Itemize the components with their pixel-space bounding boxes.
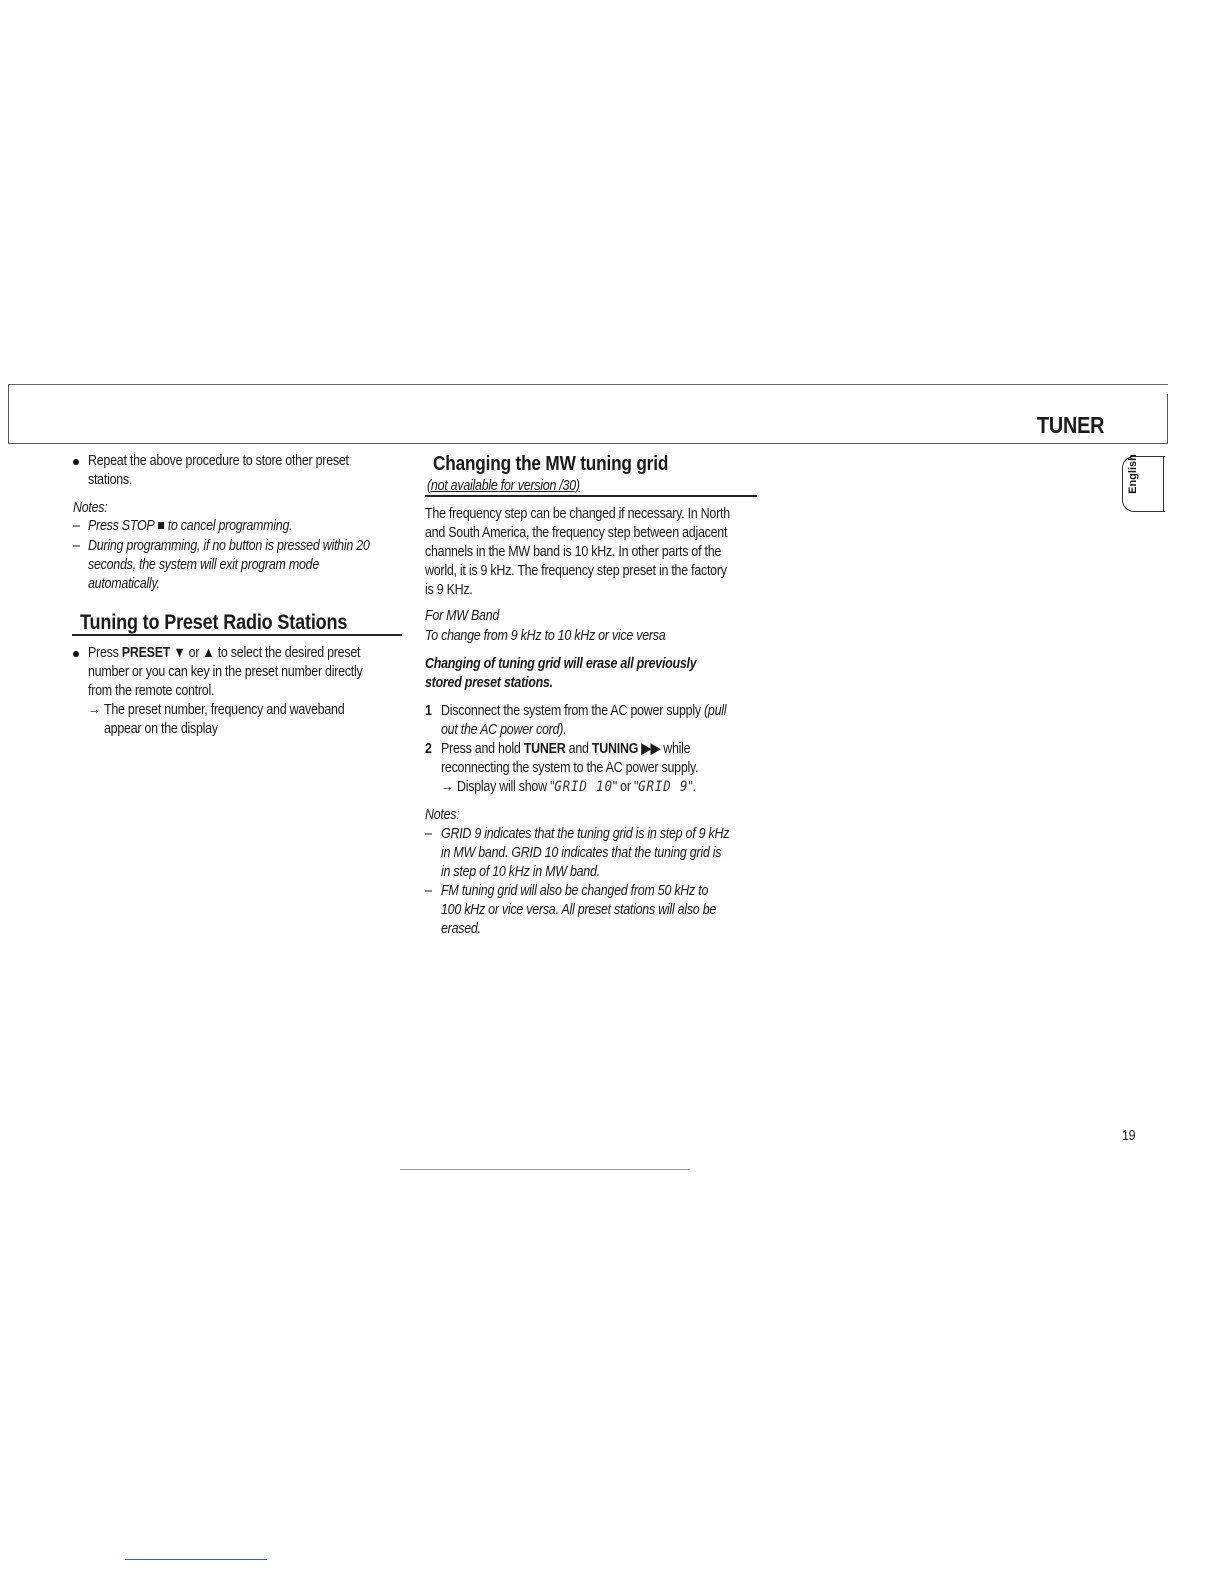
preset-instruction: Press PRESET ▼ or ▲ to select the desired preset [88,645,361,661]
language-tab-edge [1163,456,1164,512]
dash: – [73,518,80,534]
bullet-line: Repeat the above procedure to store other preset [88,453,349,469]
mw-subheading: (not available for version /30) [427,478,580,494]
step-number: 1 [425,703,432,719]
for-band: For MW Band [425,608,500,624]
note-stop: Press STOP ■ to cancel programming. [88,518,293,534]
warning-line: stored preset stations. [425,675,553,691]
bullet-dot [73,651,79,657]
preset-line: number or you can key in the preset number directly [88,664,363,680]
bullet-line: stations. [88,472,133,488]
bullet-dot [73,459,79,465]
dash: – [73,538,80,554]
to-change: To change from 9 kHz to 10 kHz or vice versa [425,628,666,644]
dash: – [425,883,432,899]
note-line: FM tuning grid will also be changed from 50 kHz to [441,883,709,899]
bottom-link-rule [125,1559,267,1560]
tuning-heading-rule [72,634,402,636]
preset-line: from the remote control. [88,683,215,699]
note-line: During programming, if no button is pressed within 20 [88,538,370,554]
para-line: world, it is 9 kHz. The frequency step preset in the factory [425,563,727,579]
mw-heading-rule [425,495,757,497]
result-line: appear on the display [104,721,218,737]
para-line: channels in the MW band is 10 kHz. In other parts of the [425,544,722,560]
dash: – [425,826,432,842]
note-line: automatically. [88,576,160,592]
header-right-rule [1167,394,1168,444]
para-line: and South America, the frequency step between adjacent [425,525,728,541]
note-line: in MW band. GRID 10 indicates that the tuning grid is [441,845,722,861]
warning-line: Changing of tuning grid will erase all previously [425,656,697,672]
result-line: The preset number, frequency and waveband [104,702,345,718]
note-line: GRID 9 indicates that the tuning grid is in step of 9 kHz [441,826,730,842]
step1-text: Disconnect the system from the AC power supply (pull [441,703,727,719]
section-title: TUNER [1037,412,1105,438]
header-bottom-rule [8,443,1168,444]
para-line: is 9 KHz. [425,582,473,598]
note-line: in step of 10 kHz in MW band. [441,864,600,880]
note-line: 100 kHz or vice versa. All preset stations will also be [441,902,717,918]
arrow-icon: → [88,702,101,718]
note-line: erased. [441,921,481,937]
step2-line: reconnecting the system to the AC power supply. [441,760,699,776]
display-line: Display will show "GRID 10" or "GRID 9". [457,779,696,795]
mw-heading: Changing the MW tuning grid [433,453,669,475]
para-line: The frequency step can be changed if necessary. In North [425,506,730,522]
step1-line: out the AC power cord). [441,722,567,738]
tuning-heading: Tuning to Preset Radio Stations [80,611,348,634]
step-number: 2 [425,741,432,757]
step2-text: Press and hold TUNER and TUNING ▶▶ while [441,741,691,757]
arrow-icon: → [441,779,454,795]
header-left-rule [8,384,9,444]
language-tab-label: English [1127,454,1139,494]
footer-scan-line [400,1169,690,1170]
note-line: seconds, the system will exit program mode [88,557,320,573]
notes-label: Notes: [425,807,460,823]
notes-label: Notes: [73,500,108,516]
header-top-rule [8,384,1168,385]
language-tab[interactable] [1122,456,1165,512]
page-number: 19 [1122,1128,1136,1144]
